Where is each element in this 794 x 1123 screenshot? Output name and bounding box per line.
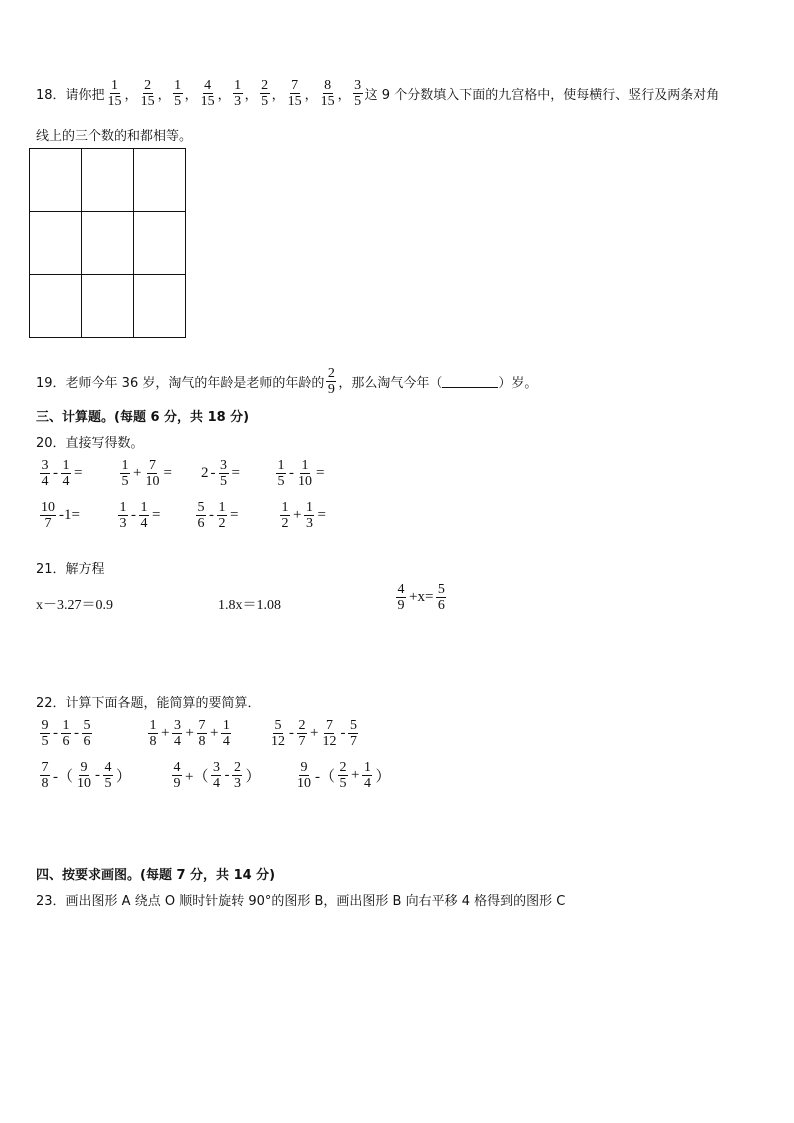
q20-expr	[38, 500, 81, 531]
operator: -	[53, 465, 58, 481]
fraction: $\frac{7}{10}$	[145, 458, 160, 489]
operator: -（	[53, 769, 73, 785]
q20-expr	[194, 500, 239, 531]
fraction: $\frac{1}{6}$	[62, 718, 70, 749]
separator: ，	[184, 88, 198, 103]
q20-expr	[116, 500, 161, 531]
operator: +	[161, 725, 170, 741]
operator: +	[209, 725, 219, 741]
fraction: $\frac{4}{9}$	[397, 582, 405, 613]
fraction: $\frac{1}{4}$	[62, 458, 70, 489]
fraction: $\frac{1}{3}$	[119, 500, 127, 531]
grid-cell[interactable]	[30, 275, 82, 338]
q21-title: 21．解方程	[36, 562, 105, 577]
q21-equation-3	[394, 582, 448, 613]
operator: -1=	[59, 507, 80, 523]
q18-text: 这 9 个分数填入下面的九宫格中，使每横行、竖行及两条对角	[364, 88, 720, 103]
fraction: $\frac{7}{12}$	[322, 718, 337, 749]
fraction: $\frac{1}{4}$	[363, 760, 371, 791]
operator: +	[185, 725, 194, 741]
operator: -	[95, 767, 100, 783]
operator: =	[316, 465, 325, 481]
operator: =	[74, 465, 83, 481]
q20-expr	[200, 458, 241, 489]
operator: ）	[245, 769, 261, 785]
section-4-heading: 四、按要求画图。(每题 7 分，共 14 分)	[36, 868, 276, 883]
fraction: $\frac{3}{4}$	[212, 760, 220, 791]
separator: ，	[244, 88, 258, 103]
operator: -	[209, 507, 214, 523]
fraction: $\frac{5}{6}$	[83, 718, 91, 749]
q20-expr	[274, 458, 325, 489]
grid-cell[interactable]	[82, 149, 134, 212]
q19	[36, 366, 537, 397]
nine-square-grid[interactable]	[29, 148, 186, 338]
fraction: $\frac{3}{4}$	[173, 718, 181, 749]
fraction: $\frac{2}{15}$	[140, 78, 155, 109]
q18-fraction-list	[105, 78, 365, 109]
fraction: $\frac{1}{5}$	[174, 78, 182, 109]
fraction: $\frac{3}{5}$	[220, 458, 227, 489]
operator: -	[340, 725, 346, 741]
operator: -	[74, 725, 79, 741]
fraction: $\frac{7}{8}$	[198, 718, 206, 749]
operator: -（	[315, 769, 335, 785]
separator: ，	[271, 88, 285, 103]
fraction: $\frac{5}{7}$	[349, 718, 357, 749]
fraction: $\frac{1}{3}$	[305, 500, 313, 531]
q20-expr	[38, 458, 83, 489]
fraction: $\frac{7}{15}$	[287, 78, 302, 109]
fraction: $\frac{5}{6}$	[197, 500, 205, 531]
operator: -	[289, 465, 294, 481]
operator: =	[231, 465, 240, 481]
operator: -	[210, 465, 216, 481]
separator: ，	[124, 88, 138, 103]
operator: -	[131, 507, 136, 523]
operator: +（	[185, 769, 209, 785]
q22-expr	[268, 718, 360, 749]
operator: =	[163, 465, 172, 481]
fraction: $\frac{1}{4}$	[140, 500, 148, 531]
q21-equation-1: x－3.27＝0.9	[36, 598, 113, 613]
fraction: $\frac{1}{3}$	[234, 78, 242, 109]
fraction: $\frac{3}{5}$	[354, 78, 362, 109]
q22-expr	[294, 760, 391, 791]
fraction: $\frac{7}{8}$	[41, 760, 49, 791]
operator: 2	[201, 465, 209, 481]
operator: =	[317, 507, 326, 523]
operator: -	[289, 725, 294, 741]
fraction: $\frac{9}{5}$	[41, 718, 49, 749]
fraction: $\frac{2}{5}$	[261, 78, 269, 109]
fraction: $\frac{4}{5}$	[104, 760, 112, 791]
separator: ，	[337, 88, 351, 103]
operator: +	[310, 725, 319, 741]
fraction: $\frac{1}{2}$	[218, 500, 226, 531]
fraction: $\frac{9}{10}$	[77, 760, 91, 791]
fraction: $\frac{8}{15}$	[320, 78, 335, 109]
q19-fraction: $\frac{2}{9}$	[327, 366, 335, 397]
grid-cell[interactable]	[134, 212, 186, 275]
q19-text3: ）岁。	[498, 376, 538, 391]
q22-expr	[38, 718, 94, 749]
fraction: $\frac{5}{12}$	[271, 718, 285, 749]
grid-cell[interactable]	[30, 149, 82, 212]
fraction: $\frac{1}{5}$	[121, 458, 129, 489]
operator: ）	[116, 769, 132, 785]
operator: -	[224, 767, 230, 783]
grid-cell[interactable]	[134, 149, 186, 212]
fraction: $\frac{2}{3}$	[233, 760, 241, 791]
operator: +	[133, 465, 142, 481]
fraction: $\frac{4}{9}$	[173, 760, 181, 791]
q18-line1	[36, 78, 719, 109]
fraction: $\frac{4}{15}$	[200, 78, 215, 109]
q19-text2: ，那么淘气今年（	[338, 376, 443, 391]
fraction: $\frac{1}{15}$	[107, 78, 122, 109]
operator: =	[230, 507, 239, 523]
fraction: $\frac{9}{10}$	[297, 760, 311, 791]
q20-title: 20．直接写得数。	[36, 436, 144, 451]
fraction: $\frac{2}{7}$	[298, 718, 306, 749]
q22-expr	[38, 760, 132, 791]
fraction: $\frac{2}{5}$	[339, 760, 347, 791]
grid-cell[interactable]	[82, 212, 134, 275]
fraction: $\frac{10}{7}$	[41, 500, 55, 531]
operator: ）	[375, 769, 391, 785]
operator: +	[293, 507, 302, 523]
fraction: $\frac{1}{5}$	[277, 458, 285, 489]
operator: +	[351, 767, 360, 783]
q23-text: 23．画出图形 A 绕点 O 顺时针旋转 90°的图形 B，画出图形 B 向右平移 4 格得到的图形 C	[36, 894, 566, 909]
operator: -	[53, 725, 58, 741]
fraction: $\frac{1}{2}$	[281, 500, 289, 531]
q18-number: 18．请你把	[36, 88, 105, 103]
q20-expr	[278, 500, 327, 531]
separator: ，	[157, 88, 171, 103]
grid-cell[interactable]	[30, 212, 82, 275]
grid-cell[interactable]	[134, 275, 186, 338]
operator: =	[152, 507, 161, 523]
fraction: $\frac{1}{4}$	[222, 718, 230, 749]
q20-expr	[118, 458, 173, 489]
q22-expr	[146, 718, 233, 749]
q22-expr	[170, 760, 261, 791]
grid-cell[interactable]	[82, 275, 134, 338]
q21-equation-2: 1.8x＝1.08	[218, 598, 281, 613]
separator: ，	[217, 88, 231, 103]
fraction: $\frac{1}{10}$	[298, 458, 312, 489]
q22-title: 22．计算下面各题，能简算的要简算．	[36, 696, 261, 711]
q18-line2: 线上的三个数的和都相等。	[36, 129, 193, 144]
q19-text: 19．老师今年 36 岁，淘气的年龄是老师的年龄的	[36, 376, 325, 391]
section-3-heading: 三、计算题。(每题 6 分，共 18 分)	[36, 410, 250, 425]
separator: ，	[304, 88, 318, 103]
q19-answer-blank[interactable]	[442, 375, 498, 388]
fraction: $\frac{1}{8}$	[149, 718, 157, 749]
operator: +x=	[409, 589, 434, 605]
fraction: $\frac{5}{6}$	[437, 582, 445, 613]
fraction: $\frac{3}{4}$	[41, 458, 49, 489]
